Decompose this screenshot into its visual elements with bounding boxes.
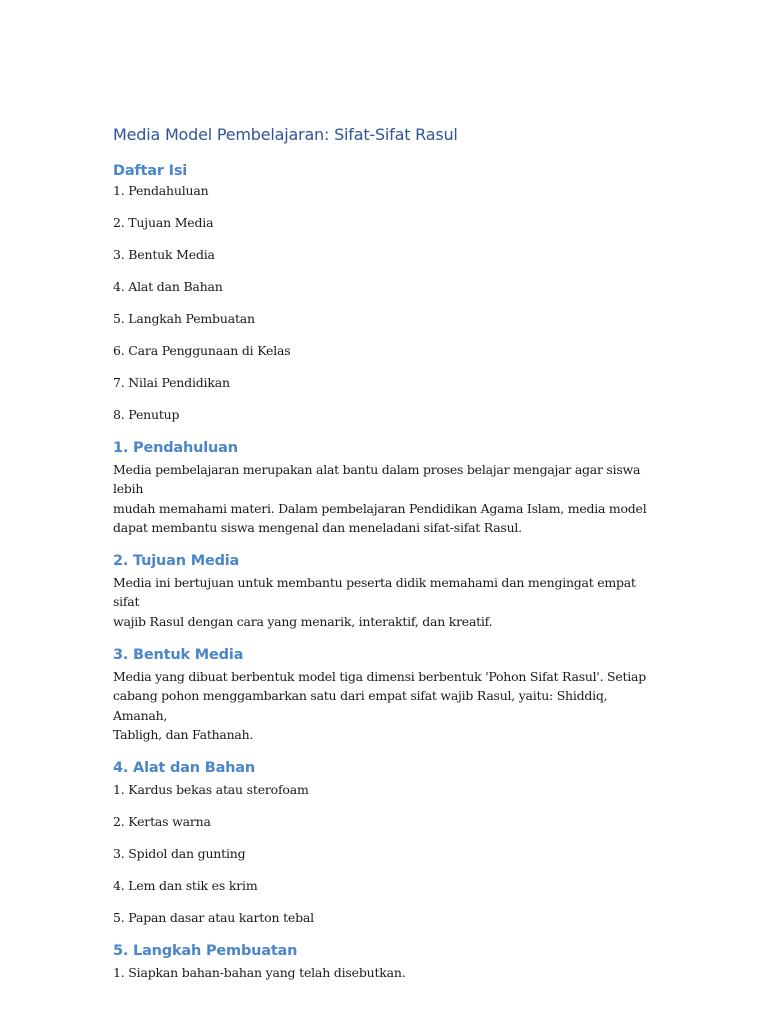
section-bentuk: [113, 645, 658, 744]
section-paragraph: [113, 573, 658, 631]
toc-item: 8. Penutup: [113, 407, 180, 422]
toc-item: 2. Tujuan Media: [113, 215, 214, 230]
toc-item: 7. Nilai Pendidikan: [113, 375, 230, 390]
paragraph-line: Media pembelajaran merupakan alat bantu dalam proses belajar mengajar agar siswa lebih: [113, 462, 641, 497]
paragraph-line: mudah memahami materi. Dalam pembelajaran Pendidikan Agama Islam, media model: [113, 500, 647, 516]
toc-item: 3. Bentuk Media: [113, 247, 215, 262]
paragraph-line: wajib Rasul dengan cara yang menarik, interaktif, dan kreatif.: [113, 613, 493, 629]
paragraph-line: Media yang dibuat berbentuk model tiga dimensi berbentuk 'Pohon Sifat Rasul'. Setiap: [113, 669, 646, 685]
paragraph-line: Media ini bertujuan untuk membantu peserta didik memahami dan mengingat empat sifat: [113, 575, 636, 610]
toc-item: 4. Alat dan Bahan: [113, 279, 223, 294]
toc-heading: Daftar Isi: [113, 163, 188, 179]
section-paragraph: [113, 460, 658, 537]
steps-list: [113, 963, 658, 982]
section-heading: 2. Tujuan Media: [113, 553, 240, 570]
paragraph-line: dapat membantu siswa mengenal dan meneladani sifat-sifat Rasul.: [113, 519, 522, 535]
paragraph-line: Tabligh, dan Fathanah.: [113, 726, 254, 742]
list-item: 3. Spidol dan gunting: [113, 846, 246, 862]
document-title: Media Model Pembelajaran: Sifat-Sifat Rasul: [113, 125, 458, 144]
document-content: [113, 124, 658, 982]
list-item: 1. Kardus bekas atau sterofoam: [113, 782, 309, 798]
section-langkah: [113, 941, 658, 982]
toc-item: 6. Cara Penggunaan di Kelas: [113, 343, 291, 358]
materials-list: [113, 780, 658, 927]
toc-item: 1. Pendahuluan: [113, 183, 209, 198]
section-heading: 1. Pendahuluan: [113, 440, 238, 456]
toc-item: 5. Langkah Pembuatan: [113, 311, 255, 326]
section-heading: 5. Langkah Pembuatan: [113, 943, 298, 960]
section-pendahuluan: [113, 438, 658, 537]
toc-list: [113, 181, 658, 424]
paragraph-line: cabang pohon menggambarkan satu dari empat sifat wajib Rasul, yaitu: Shiddiq, Amanah,: [113, 688, 608, 723]
list-item: 4. Lem dan stik es krim: [113, 878, 258, 894]
section-paragraph: [113, 667, 658, 744]
section-tujuan: [113, 551, 658, 631]
section-heading: 4. Alat dan Bahan: [113, 760, 256, 777]
section-heading: 3. Bentuk Media: [113, 647, 244, 664]
list-item: 2. Kertas warna: [113, 814, 211, 830]
section-alat: [113, 758, 658, 927]
list-item: 1. Siapkan bahan-bahan yang telah disebutkan.: [113, 965, 406, 981]
list-item: 5. Papan dasar atau karton tebal: [113, 910, 314, 926]
